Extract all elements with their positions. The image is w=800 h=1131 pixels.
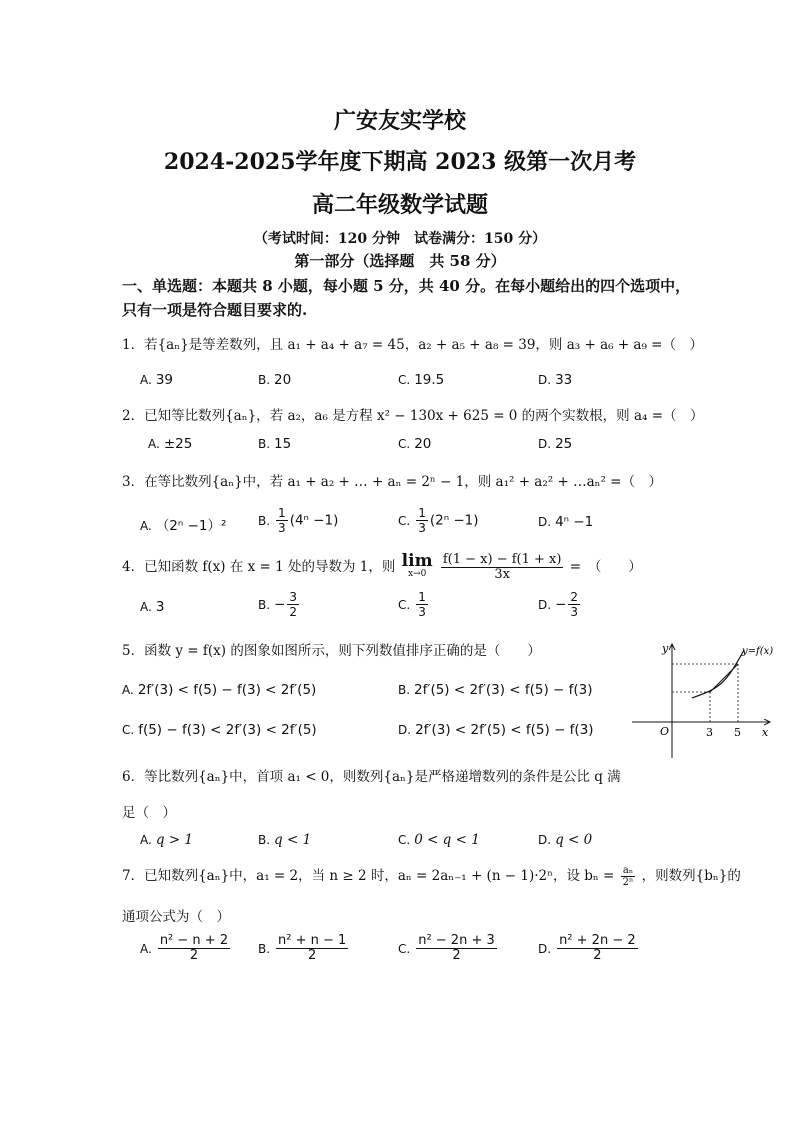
numerator: n² + 2n − 2 <box>559 933 636 948</box>
q3-option-a-text: （2ⁿ −1）² <box>155 518 227 534</box>
subject-title: 高二年级数学试题 <box>311 192 488 218</box>
exam-title: 2024-2025学年度下期高 2023 级第一次月考 <box>163 149 637 175</box>
q6-option-b-text: q < 1 <box>274 832 312 848</box>
q7-stem-tail: ，则数列{bₙ}的 <box>641 868 741 884</box>
denominator: 3x <box>494 567 510 582</box>
denominator: 3 <box>418 521 426 535</box>
school-name: 广安友实学校 <box>333 108 466 134</box>
q7-option-a <box>140 934 232 963</box>
option-label: A. <box>122 683 134 697</box>
option-label: B. <box>398 683 411 697</box>
q6-option-a <box>140 832 193 848</box>
question-6-stem-cont: 足（ ） <box>122 805 176 821</box>
part-heading: 第一部分（选择题 共 58 分） <box>294 252 506 270</box>
option-label: C. <box>122 723 135 737</box>
option-label: B. <box>258 833 271 847</box>
denominator: 2 <box>452 948 461 963</box>
option-label: B. <box>258 597 271 612</box>
q4-option-a-text: 3 <box>155 599 165 615</box>
numerator: f(1 − x) − f(1 + x) <box>442 552 562 567</box>
q3-option-b <box>258 506 338 535</box>
q2-option-d-text: 25 <box>555 436 573 452</box>
denominator: 3 <box>418 605 426 619</box>
q3-option-c <box>398 506 479 535</box>
lim-symbol: lim <box>401 550 433 571</box>
q2-option-d <box>538 436 572 452</box>
question-3-stem: 3．在等比数列{aₙ}中，若 a₁ + a₂ + … + aₙ = 2ⁿ − 1，则 a₁² + a₂² + …aₙ² =（ ） <box>122 474 662 490</box>
numerator: 1 <box>418 506 426 520</box>
question-1-stem: 1．若{aₙ}是等差数列，且 a₁ + a₄ + a₇ = 45，a₂ + a₅ + a₈ = 39，则 a₃ + a₆ + a₉ =（ ） <box>122 337 703 353</box>
q4-option-a <box>140 599 164 615</box>
q5-option-b <box>398 682 593 698</box>
q2-option-c-text: 20 <box>414 436 432 452</box>
option-label: D. <box>538 437 552 451</box>
numerator: n² − n + 2 <box>159 933 229 948</box>
q6-option-d <box>538 832 592 848</box>
lim-subscript: x→0 <box>407 568 427 579</box>
question-2-stem: 2．已知等比数列{aₙ}，若 a₂，a₆ 是方程 x² − 130x + 625 = 0 的两个实数根，则 a₄ =（ ） <box>122 408 704 424</box>
numerator: n² + n − 1 <box>278 933 347 948</box>
numerator: n² − 2n + 3 <box>418 933 495 948</box>
denominator: 3 <box>278 521 286 535</box>
q5-option-c-text: f(5) − f(3) < 2f′(3) < 2f′(5) <box>138 722 317 738</box>
numerator: 1 <box>278 506 286 520</box>
q4-option-c-fraction <box>416 590 428 619</box>
q3-option-b-fraction <box>276 506 288 535</box>
q6-option-a-text: q > 1 <box>155 832 193 848</box>
curve-label: y=f(x) <box>742 646 774 657</box>
tick-label-3: 3 <box>706 726 713 739</box>
question-6-stem: 6．等比数列{aₙ}中，首项 a₁ < 0，则数列{aₙ}是严格递增数列的条件是公比 q 满 <box>122 769 621 785</box>
secant-line <box>710 664 738 692</box>
option-label: A. <box>140 519 152 533</box>
q2-option-b-text: 15 <box>274 436 292 452</box>
q5-option-a <box>122 682 316 698</box>
numerator: 1 <box>418 590 426 604</box>
numerator: 2 <box>570 590 579 604</box>
question-7-stem <box>122 864 741 888</box>
q1-option-d-text: 33 <box>555 372 573 388</box>
q3-option-c-text: (2ⁿ −1) <box>429 512 479 529</box>
option-label: A. <box>140 373 152 387</box>
q5-option-c <box>122 722 317 738</box>
q4-option-c <box>398 590 430 619</box>
section-heading: 一、单选题：本题共 8 小题，每小题 5 分，共 40 分。在每小题给出的四个选项中，只有一项是符合题目要求的. <box>122 277 691 319</box>
option-label: C. <box>398 597 411 612</box>
question-5-stem: 5．函数 y = f(x) 的图象如图所示，则下列数值排序正确的是（ ） <box>122 643 541 659</box>
option-label: C. <box>398 941 411 956</box>
x-axis-label: x <box>762 726 769 739</box>
q7-option-c <box>398 934 499 963</box>
q5-option-b-text: 2f′(5) < 2f′(3) < f(5) − f(3) <box>414 682 593 698</box>
q1-option-b-text: 20 <box>274 372 292 388</box>
q7-option-b <box>258 934 350 963</box>
exam-meta: （考试时间：120 分钟 试卷满分：150 分） <box>253 231 547 247</box>
q7-option-b-fraction <box>276 934 348 963</box>
q4-option-b: B. − $\frac{3}{2}$ <box>258 590 297 619</box>
q3-option-d <box>538 514 593 530</box>
q7-option-d <box>538 934 640 963</box>
q7-option-d-fraction <box>557 934 638 963</box>
b-n-fraction <box>621 865 636 888</box>
q6-option-b <box>258 832 311 848</box>
denominator: 3 <box>570 605 579 619</box>
numerator: 3 <box>289 590 297 604</box>
q5-option-d-text: 2f′(3) < 2f′(5) < f(5) − f(3) <box>415 722 594 738</box>
q7-stem-text: 7．已知数列{aₙ}中，a₁ = 2，当 n ≥ 2 时，aₙ = 2aₙ₋₁ + (n − 1)·2ⁿ，设 bₙ = <box>122 868 615 884</box>
function-graph <box>628 638 778 764</box>
option-label: D. <box>398 723 412 737</box>
q4-option-d: D. − $\frac{2}{3}$ <box>538 590 579 619</box>
q3-option-c-fraction <box>416 506 428 535</box>
option-label: A. <box>140 833 152 847</box>
q7-option-c-fraction <box>416 934 497 963</box>
option-label: B. <box>258 437 271 451</box>
q5-option-a-text: 2f′(3) < f(5) − f(3) < 2f′(5) <box>137 682 317 698</box>
q6-option-c-text: 0 < q < 1 <box>414 832 480 848</box>
q4-stem-tail: = （ ） <box>569 559 642 575</box>
option-label: D. <box>538 515 552 529</box>
option-label: D. <box>538 373 552 387</box>
q1-option-d <box>538 372 572 388</box>
option-label: D. <box>538 597 552 612</box>
option-label: C. <box>398 833 411 847</box>
limit-operator <box>401 550 433 581</box>
y-axis-label: y <box>662 642 669 655</box>
curve-fx <box>692 650 744 698</box>
denominator: 2 <box>308 948 317 963</box>
denominator: 2 <box>289 605 297 619</box>
q4-option-b-fraction <box>287 590 299 619</box>
q3-option-a <box>140 514 226 534</box>
option-label: B. <box>258 373 271 387</box>
q6-option-c <box>398 832 480 848</box>
tick-label-5: 5 <box>734 726 741 739</box>
q3-option-b-text: (4ⁿ −1) <box>289 512 339 529</box>
denominator: 2ⁿ <box>622 877 634 888</box>
option-label: A. <box>140 600 152 614</box>
denominator: 2 <box>593 948 602 963</box>
option-label: B. <box>258 513 271 528</box>
q7-option-a-fraction <box>158 934 230 963</box>
q3-option-d-text: 4ⁿ −1 <box>555 514 594 530</box>
option-label: C. <box>398 373 411 387</box>
q1-option-c <box>398 372 444 388</box>
option-label: B. <box>258 941 271 956</box>
q1-option-c-text: 19.5 <box>414 372 445 388</box>
origin-label: O <box>660 725 670 738</box>
option-label: D. <box>538 833 552 847</box>
q5-option-d <box>398 722 594 738</box>
q2-option-c <box>398 436 431 452</box>
numerator: aₙ <box>621 865 636 877</box>
option-label: A. <box>140 941 152 956</box>
option-label: D. <box>538 941 552 956</box>
question-7-stem-cont: 通项公式为（ ） <box>122 909 230 925</box>
option-label: C. <box>398 437 411 451</box>
question-4-stem <box>122 550 642 582</box>
q6-option-d-text: q < 0 <box>555 832 593 848</box>
q1-option-b <box>258 372 291 388</box>
q2-option-b <box>258 436 291 452</box>
q4-option-d-fraction <box>568 590 580 619</box>
option-label: A. <box>148 437 160 451</box>
q2-option-a-text: ±25 <box>163 436 193 452</box>
q4-fraction <box>441 553 564 582</box>
q1-option-a-text: 39 <box>155 372 173 388</box>
denominator: 2 <box>189 948 199 963</box>
q4-stem-text: 4．已知函数 f(x) 在 x = 1 处的导数为 1，则 <box>122 559 396 575</box>
q2-option-a <box>148 436 192 452</box>
option-label: C. <box>398 513 411 528</box>
q1-option-a <box>140 372 173 388</box>
